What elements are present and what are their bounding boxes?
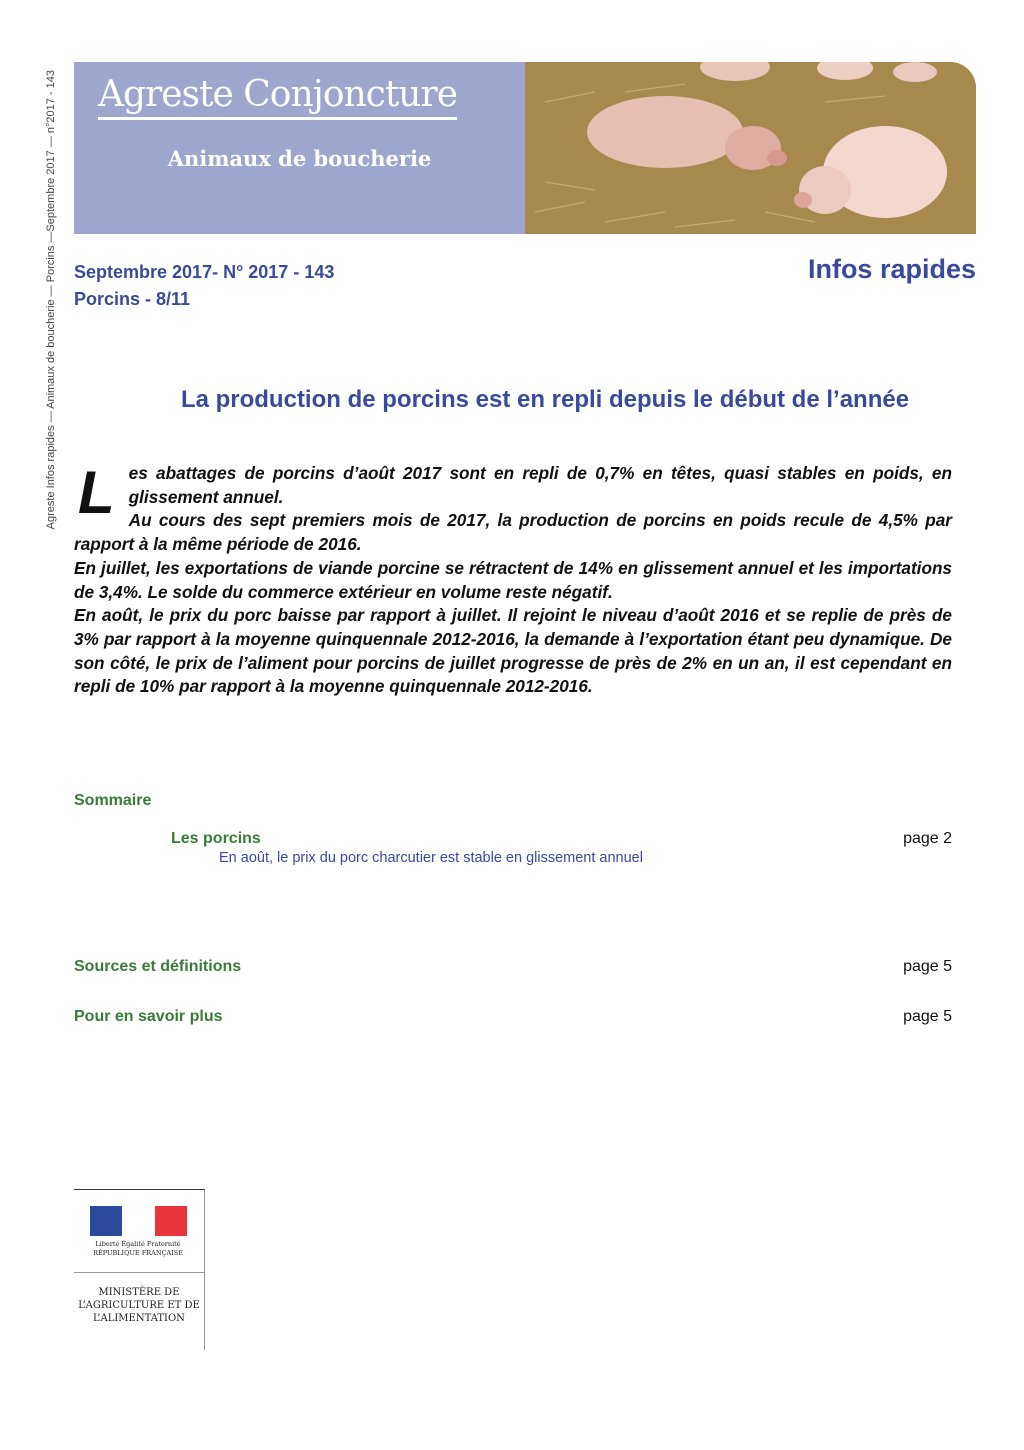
intro-text-3: En juillet, les exportations de viande porcine se rétractent de 14% en glissement annuel et les importations de 3,4%. Le solde du commerce extérieur en volume reste négatif. bbox=[74, 557, 952, 602]
republic-motto: Liberté Égalité Fraternité RÉPUBLIQUE FRANÇAISE bbox=[93, 1240, 183, 1257]
drop-cap: L bbox=[78, 459, 115, 526]
intro-text-2: Au cours des sept premiers mois de 2017, la production de porcins en poids recule de 4,5% par rapport à la même période de 2016. bbox=[74, 510, 952, 555]
brand-subtitle: Animaux de boucherie bbox=[167, 146, 432, 171]
page-title: La production de porcins est en repli depuis le début de l’année bbox=[180, 386, 910, 413]
ministry-logo bbox=[74, 1189, 205, 1350]
toc-sources-page: page 5 bbox=[903, 958, 952, 975]
header-banner bbox=[74, 62, 976, 234]
ministry-name: MINISTÈRE DE L’AGRICULTURE ET DE L’ALIMENTATION bbox=[78, 1287, 200, 1324]
brand-title: Agreste Conjoncture bbox=[98, 74, 457, 120]
section-label: Porcins - 8/11 bbox=[74, 289, 191, 309]
series-title: Infos rapides bbox=[807, 254, 976, 284]
pigs-photo bbox=[525, 62, 976, 234]
toc-item-page: page 2 bbox=[903, 830, 952, 847]
marianne-flag-icon bbox=[90, 1206, 187, 1236]
toc-sources[interactable]: Sources et définitions bbox=[74, 958, 242, 975]
toc-item-porcins[interactable]: Les porcins bbox=[171, 830, 261, 847]
issue-number: Septembre 2017- N° 2017 - 143 bbox=[74, 262, 335, 282]
pigs-illustration bbox=[525, 62, 976, 234]
intro-text-4: En août, le prix du porc baisse par rapport à juillet. Il rejoint le niveau d’août 2016 et se replie de près de 3% par rapport à la moyenne quinquennale 2012-2016, la demande à l’exportation étant peu dynamique. De son côté, le prix de l’aliment pour porcins de juillet progresse de près de 2% en un an, il est cependant en repli de 10% par rapport à la moyenne quinquennale 2012-2016. bbox=[74, 605, 952, 697]
toc-title: Sommaire bbox=[74, 792, 152, 809]
vertical-side-caption: Agreste Infos rapides — Animaux de boucherie — Porcins —Septembre 2017 — n°2017 - 143 bbox=[45, 70, 57, 530]
intro-text-1: es abattages de porcins d’août 2017 sont en repli de 0,7% en têtes, quasi stables en poids, en glissement annuel. bbox=[128, 463, 952, 507]
banner-brand-panel bbox=[74, 62, 525, 234]
toc-more-info-page: page 5 bbox=[903, 1008, 952, 1025]
toc-item-description: En août, le prix du porc charcutier est stable en glissement annuel bbox=[219, 850, 643, 866]
toc-more-info[interactable]: Pour en savoir plus bbox=[74, 1008, 223, 1025]
logo-divider bbox=[74, 1272, 204, 1273]
intro-paragraph bbox=[74, 459, 952, 699]
